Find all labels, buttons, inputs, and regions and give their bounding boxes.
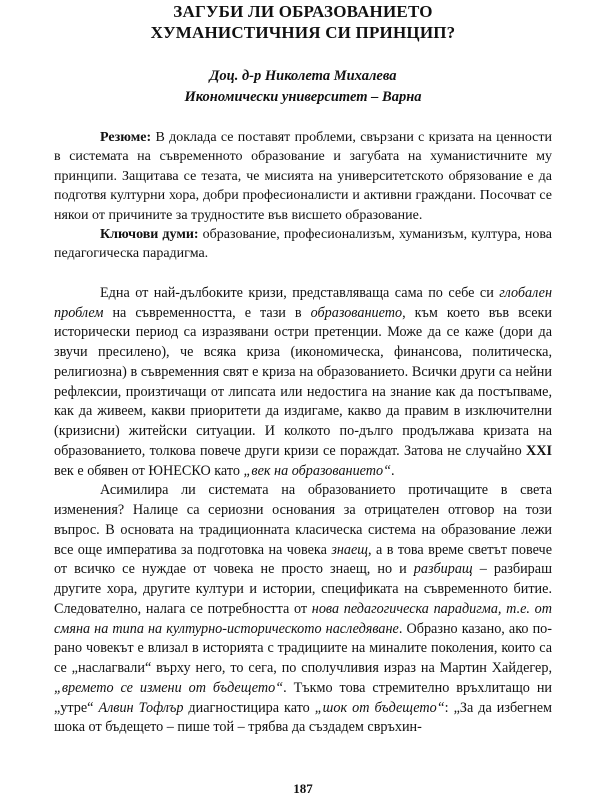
text-run: : „За да избегнем шока от бъдещето – пише той – трябва да създадем свръхин- bbox=[54, 699, 552, 736]
abstract-section bbox=[54, 128, 552, 264]
abstract-text: В доклада се поставят проблеми, свързани с кризата на ценности в системата на съвременното образование и загубата на хуманистичните му принципи. Защитава се тезата, че мисията на университетското обрязование е да подготвя културни хора, добри професионалисти и активни граждани. Посочват се някои от причините за трудностите във висшето образование. bbox=[54, 130, 552, 223]
author-block bbox=[54, 66, 552, 108]
italic-run: „шок от бъдещето“ bbox=[314, 699, 445, 716]
paper-title bbox=[54, 1, 552, 43]
italic-run: нова педагогическа парадигма, т.е. от смяна на типа на културно-историческото наследяване bbox=[54, 600, 552, 637]
italic-run: „времето се измени от бъдещето“ bbox=[54, 679, 284, 696]
paper-title-line-1: ЗАГУБИ ЛИ ОБРАЗОВАНИЕТО bbox=[173, 2, 433, 21]
keywords-label: Ключови думи: bbox=[100, 227, 199, 243]
keywords-text: образование, професионализъм, хуманизъм, култура, нова педагогическа парадигма. bbox=[54, 227, 552, 262]
bold-run: XXI bbox=[525, 442, 552, 459]
text-run: , към което във всеки исторически период са изразявани остри претенции. Може да се каже (дори да звучи пресилено), че всяка криза (икономическа, финансова, политическа, религиозна) в съвременния свят е криза на образованието. Всички други са нейни рефлексии, произтичащи от липсата или недостига на знание как да постъпваме, как да живеем, какви приоритети да издигаме, какво да правим в изключителни (кризисни) житейски ситуации. И колкото по-дълго продължава кризата на образованието, толкова повече други кризи се пораждат. Затова не случайно bbox=[54, 304, 552, 459]
italic-run: глобален проблем bbox=[54, 284, 552, 321]
text-run: . Образно казано, ако по-рано човекът е влизал в историята с традициите на миналите поколения, които са се „наслагвали“ върху него, то сега, по сполучливия израз на Мартин Хайдегер, bbox=[54, 620, 553, 677]
paper-title-line-2: ХУМАНИСТИЧНИЯ СИ ПРИНЦИП? bbox=[150, 23, 456, 42]
page-number: 187 bbox=[293, 781, 313, 796]
text-run: – разбираш другите хора, другите култури и истории, спецификата на съвременното битие. Следователно, налага се потребността от bbox=[54, 561, 552, 617]
text-run: Асимилира ли системата на образованието протичащите в света изменения? Налице са сериозни основания за отрицателен отговор на този въпрос. В основата на традиционната класическа система на образование лежи все още императива за подготовка на човека bbox=[54, 482, 552, 558]
text-run: . bbox=[391, 462, 395, 479]
italic-run: „век на образованието“ bbox=[243, 462, 392, 479]
abstract-label: Резюме: bbox=[100, 130, 152, 145]
author-name: Доц. д-р Николета Михалева bbox=[209, 68, 397, 84]
author-affiliation: Икономически университет – Варна bbox=[184, 89, 422, 105]
text-run: , а в това време светът повече от всичко се нуждае от човека не просто знаещ, но и bbox=[54, 541, 552, 578]
body-text bbox=[54, 284, 552, 738]
italic-run: Алвин Тофлър bbox=[98, 699, 184, 716]
text-run: на съвременността, е тази в bbox=[103, 304, 311, 321]
body-paragraph-1 bbox=[54, 284, 552, 482]
italic-run: знаещ bbox=[331, 541, 368, 558]
italic-run: образованието bbox=[310, 304, 403, 321]
body-paragraph-2 bbox=[54, 481, 552, 738]
text-run: . Тъкмо това стремително връхлитащо ни „утре“ bbox=[54, 679, 553, 716]
document-page bbox=[54, 0, 552, 800]
italic-run: разбиращ bbox=[413, 561, 473, 578]
keywords-paragraph bbox=[54, 225, 552, 264]
text-run: диагностицира като bbox=[183, 699, 315, 716]
text-run: Една от най-дълбоките кризи, представляваща сама по себе си bbox=[100, 284, 500, 301]
text-run: век е обявен от ЮНЕСКО като bbox=[54, 462, 244, 479]
abstract-paragraph bbox=[54, 128, 552, 225]
